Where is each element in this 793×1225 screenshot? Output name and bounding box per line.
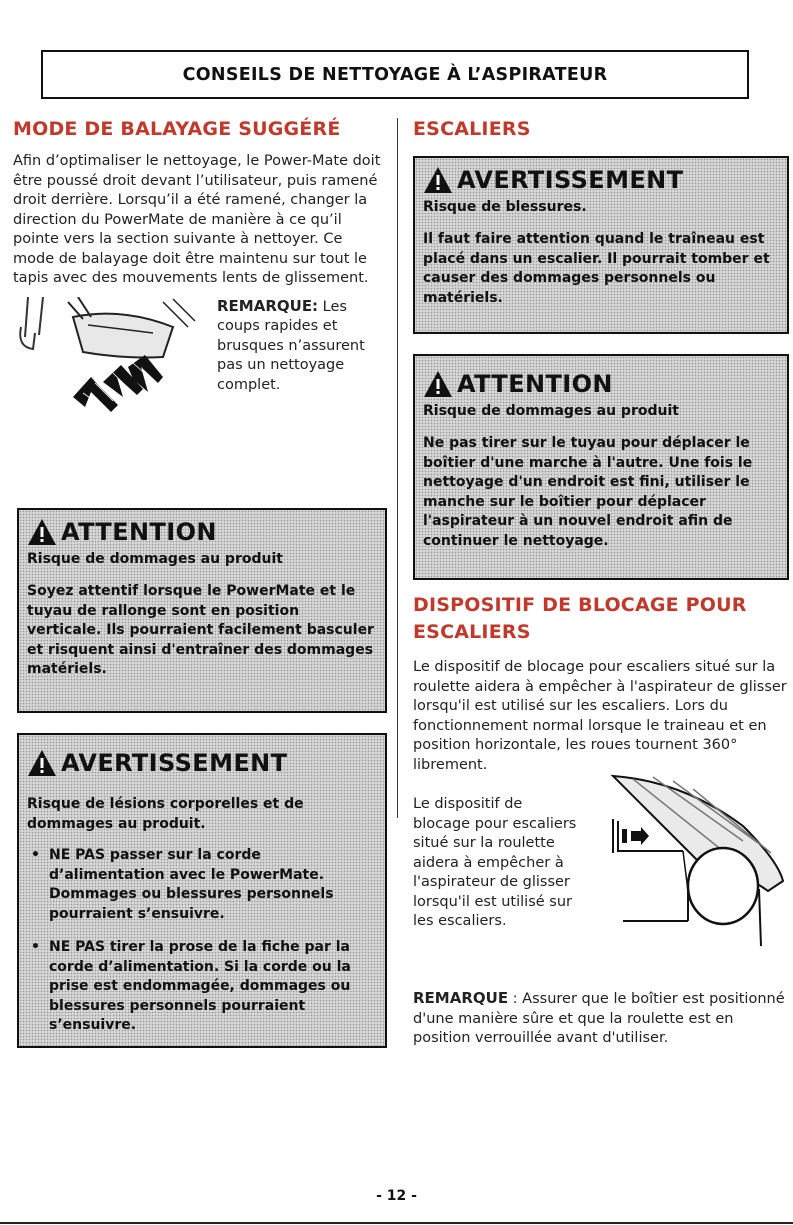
attention-header bbox=[27, 518, 377, 546]
list-item: • NE PAS tirer la prose de la fiche par la corde d’alimentation. Si la corde ou la prise est endommagée, dommages ou blessures personnels pourraient s’ensuivre. bbox=[27, 938, 377, 1036]
warning-header bbox=[423, 166, 779, 194]
heading-stairs: ESCALIERS bbox=[413, 118, 531, 140]
stair-lock-section bbox=[413, 592, 791, 1049]
warning-title: AVERTISSEMENT bbox=[457, 166, 684, 194]
stair-lock-figure bbox=[413, 795, 791, 965]
warning-triangle-icon bbox=[27, 518, 57, 546]
stair-lock-text: Le dispositif de blocage pour escaliers situé sur la roulette aidera à empêcher à l'aspirateur de glisser lorsqu'il est utilisé sur les escaliers. Lors du fonctionnement normal lorsque le traineau et en position horizontale, les roues tournent 360° librement. bbox=[413, 659, 787, 773]
warning-triangle-icon bbox=[27, 749, 57, 777]
page-title: CONSEILS DE NETTOYAGE À L’ASPIRATEUR bbox=[41, 50, 749, 99]
attention-body: Soyez attentif lorsque le PowerMate et le tuyau de rallonge sont en position verticale. Ils pourraient facilement basculer et risquent ainsi d'entraîner des dommages matériels. bbox=[27, 583, 374, 677]
attention-title: ATTENTION bbox=[61, 518, 217, 546]
cleaning-pattern-figure bbox=[13, 297, 385, 437]
warning-box-left bbox=[17, 733, 387, 1048]
note-text: : Assurer que le boîtier est positionné d'une manière sûre et que la roulette est en position verrouillée avant d'utiliser. bbox=[413, 991, 785, 1046]
warning-triangle-icon bbox=[423, 166, 453, 194]
warning-subtitle: Risque de lésions corporelles et de dommages au produit. bbox=[27, 796, 304, 832]
pattern-note bbox=[217, 297, 383, 396]
suggested-pattern-text: Afin d’optimaliser le nettoyage, le Power-Mate doit être poussé droit devant l’utilisateur, puis ramené droit derrière. Lorsqu’il a été ramené, changer la direction du PowerMate de manière à ce qu’il pointe vers la section suivante à nettoyer. Ce mode de balayage doit être maintenu sur tout le tapis avec des mouvements lents de glissement. bbox=[13, 153, 381, 286]
attention-subtitle: Risque de dommages au produit bbox=[27, 551, 283, 567]
stair-lock-note bbox=[413, 989, 789, 1049]
attention-header bbox=[423, 370, 779, 398]
warning-title: AVERTISSEMENT bbox=[61, 749, 288, 777]
vacuum-pattern-illustration bbox=[13, 297, 203, 437]
page-number: - 12 - bbox=[376, 1188, 417, 1204]
warning-triangle-icon bbox=[423, 370, 453, 398]
warning-box-right bbox=[413, 156, 789, 334]
attention-subtitle: Risque de dommages au produit bbox=[423, 403, 679, 419]
list-item: • NE PAS passer sur la corde d’alimentation avec le PowerMate. Dommages ou blessures personnels pourraient s’ensuivre. bbox=[27, 846, 377, 924]
heading-suggested-pattern: MODE DE BALAYAGE SUGGÉRÉ bbox=[13, 118, 341, 140]
warning-subtitle: Risque de blessures. bbox=[423, 199, 587, 215]
attention-title: ATTENTION bbox=[457, 370, 613, 398]
right-column bbox=[413, 116, 793, 142]
attention-box-right bbox=[413, 354, 789, 580]
column-divider bbox=[397, 118, 398, 818]
caster-lock-illustration bbox=[593, 771, 793, 946]
note-text: Les coups rapides et brusques n’assurent pas un nettoyage complet. bbox=[217, 298, 365, 393]
note-label: REMARQUE bbox=[413, 989, 509, 1007]
warning-body: Il faut faire attention quand le traîneau est placé dans un escalier. Il pourrait tomber et causer des dommages personnels ou matériels. bbox=[423, 231, 770, 306]
note-label: REMARQUE: bbox=[217, 296, 319, 315]
left-column bbox=[13, 116, 385, 437]
warning-bullet-list bbox=[27, 846, 377, 1036]
attention-box-left bbox=[17, 508, 387, 713]
attention-body: Ne pas tirer sur le tuyau pour déplacer le boîtier d'une marche à l'autre. Une fois le nettoyage d'un endroit est fini, utiliser le manche sur le boîtier pour déplacer l'aspirateur à un nouvel endroit afin de continuer le nettoyage. bbox=[423, 435, 753, 549]
heading-stair-lock: DISPOSITIF DE BLOCAGE POUR ESCALIERS bbox=[413, 594, 747, 643]
bottom-divider bbox=[0, 1222, 793, 1224]
stair-lock-text-2: Le dispositif de blocage pour escaliers situé sur la roulette aidera à empêcher à l'aspirateur de glisser lorsqu'il est utilisé sur les escaliers. bbox=[413, 796, 577, 929]
warning-header bbox=[27, 749, 377, 777]
